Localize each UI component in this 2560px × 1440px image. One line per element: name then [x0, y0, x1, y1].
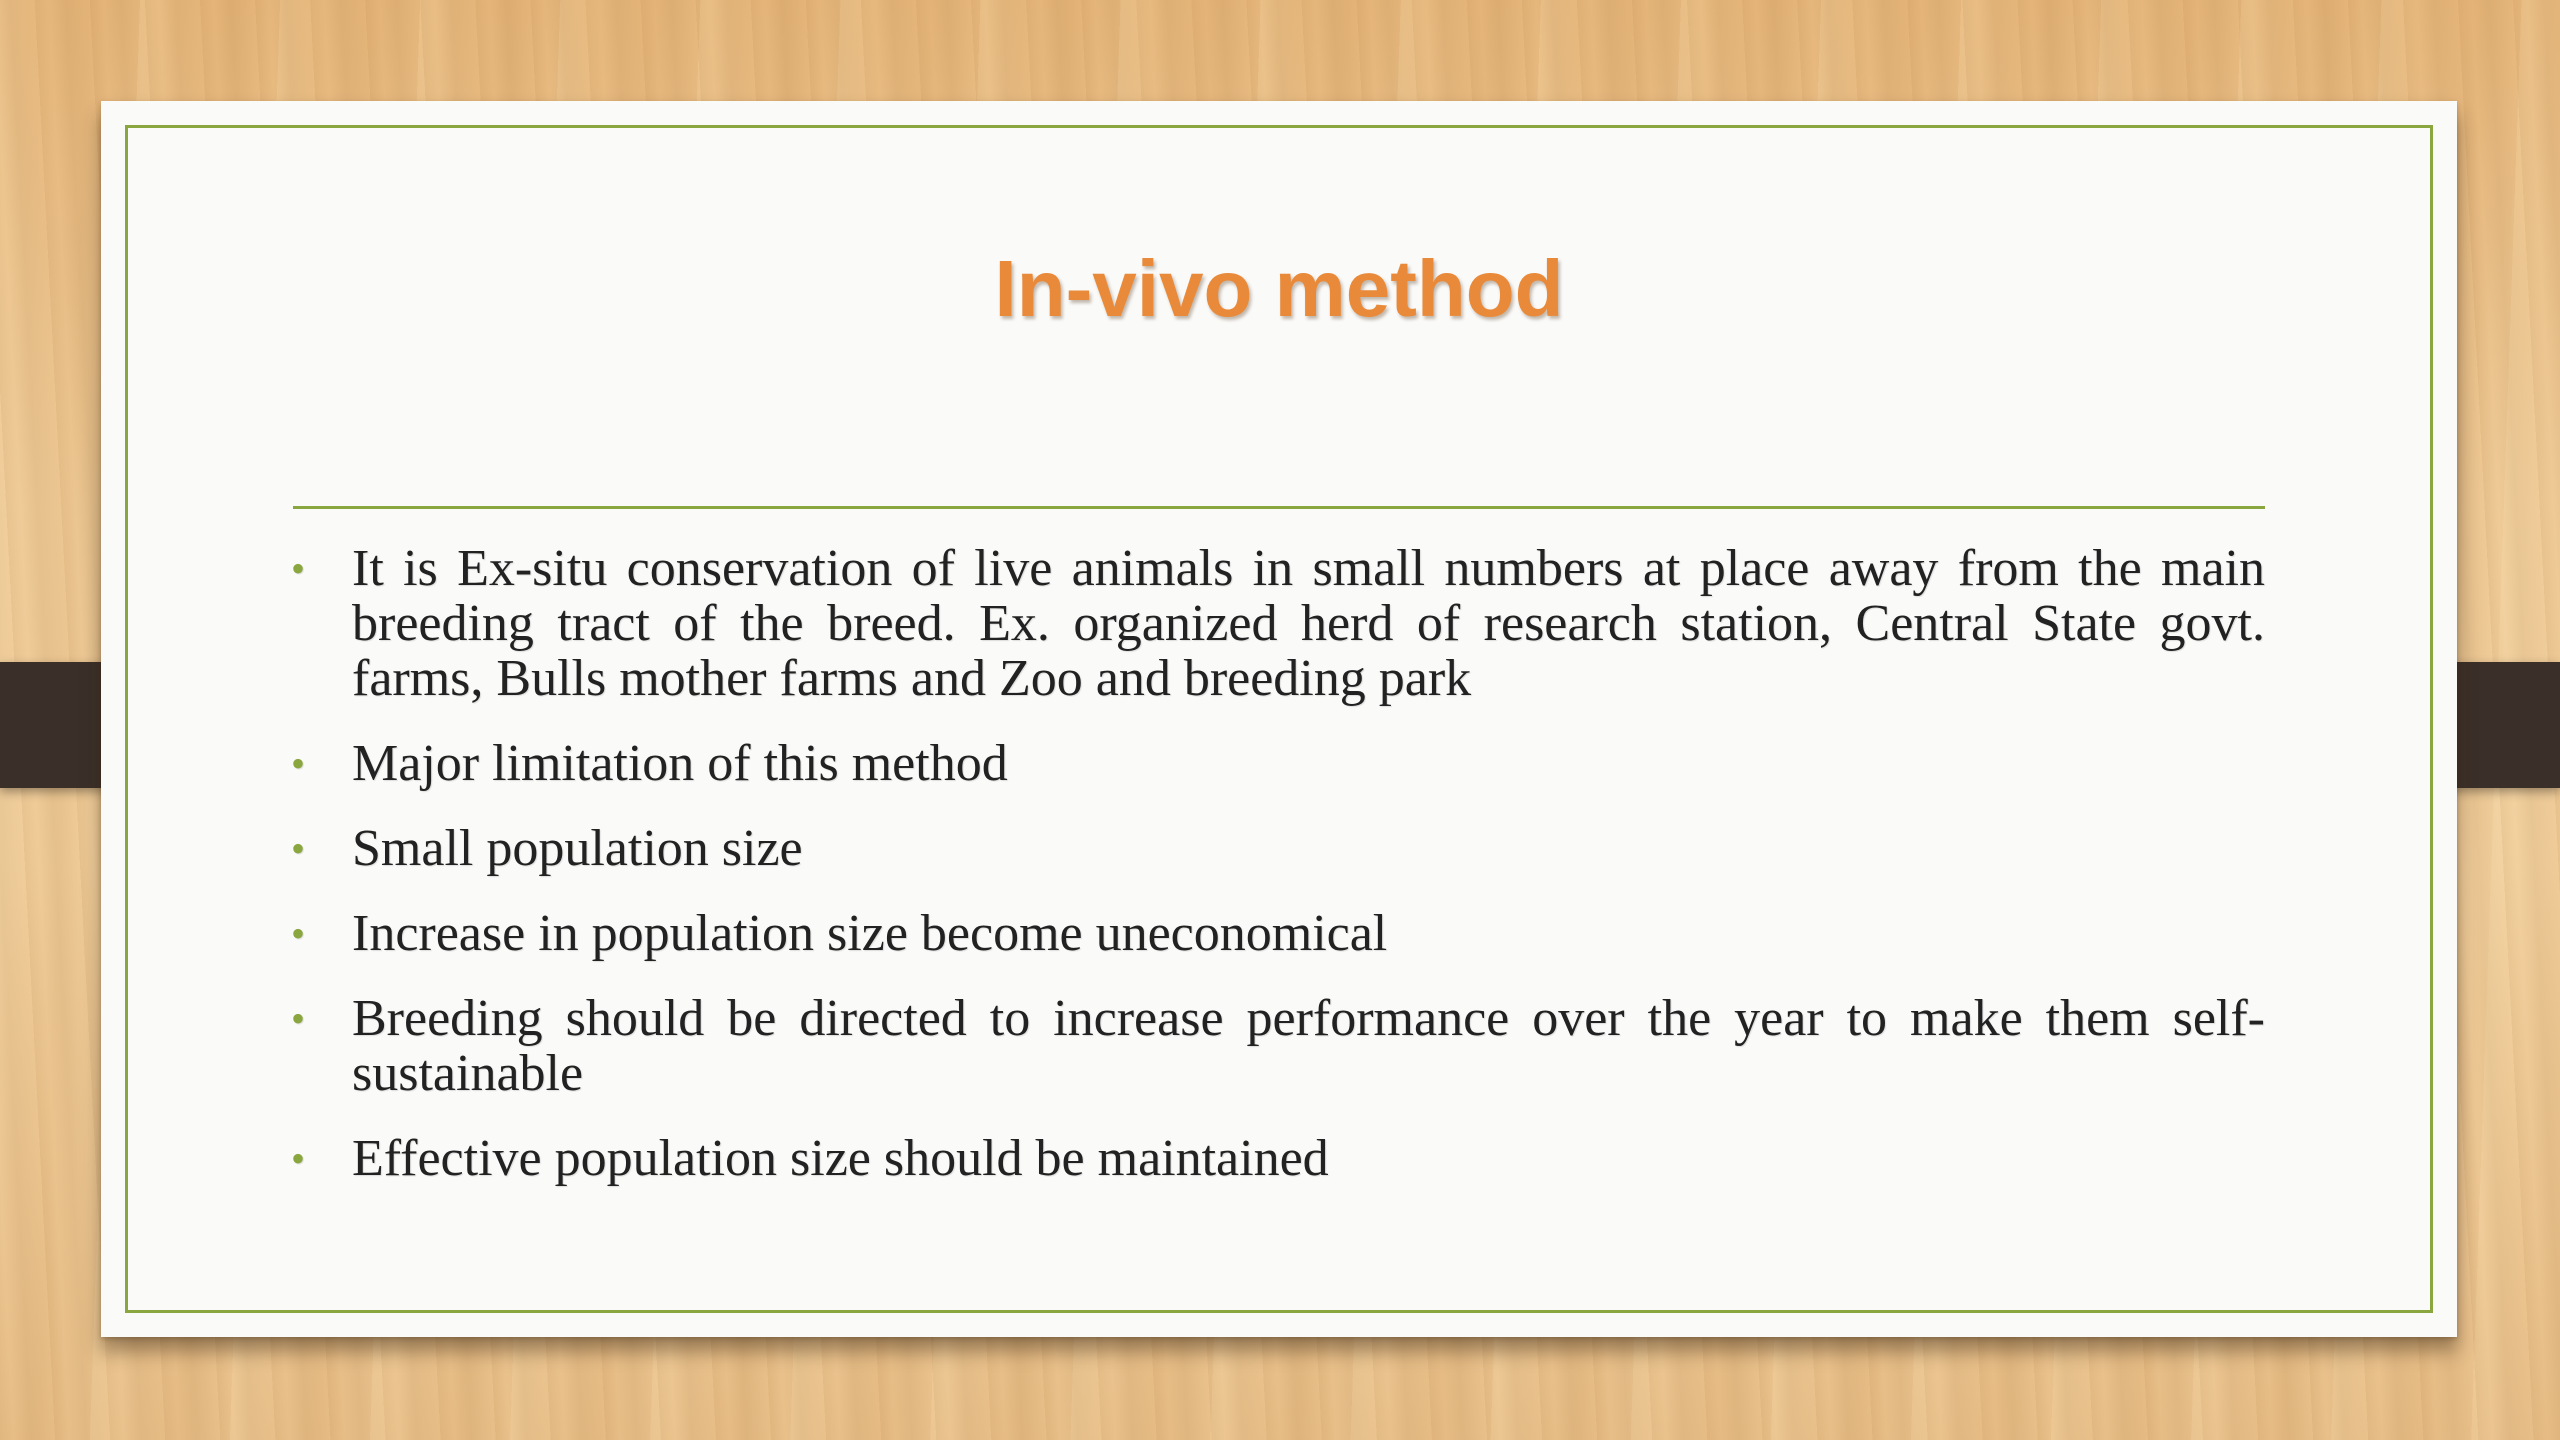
- bullet-text: Small population size: [352, 820, 803, 877]
- bullet-list: [291, 541, 2265, 1216]
- bullet-marker: •: [291, 911, 306, 956]
- slide-card: [101, 101, 2457, 1337]
- bullet-text: Effective population size should be maintained: [352, 1130, 1329, 1187]
- bullet-item-major-limitation: [291, 736, 2265, 791]
- bullet-text: Breeding should be directed to increase performance over the year to make them self-sustainable: [352, 990, 2265, 1102]
- bullet-marker: •: [291, 996, 306, 1041]
- bullet-marker: •: [291, 546, 306, 591]
- bullet-item-effective-population: [291, 1131, 2265, 1186]
- bullet-item-small-population: [291, 821, 2265, 876]
- bullet-marker: •: [291, 1136, 306, 1181]
- bullet-text: It is Ex-situ conservation of live animals in small numbers at place away from the main breeding tract of the breed. Ex. organized herd of research station, Central State govt. farms, Bulls mother farms and Zoo and breeding park: [352, 540, 2265, 707]
- slide-title: In-vivo method: [994, 244, 1564, 333]
- bullet-item-ex-situ: [291, 541, 2265, 706]
- bullet-text: Major limitation of this method: [352, 735, 1008, 792]
- bullet-marker: •: [291, 826, 306, 871]
- bullet-item-breeding-directed: [291, 991, 2265, 1101]
- title-divider: [293, 506, 2265, 509]
- bullet-marker: •: [291, 741, 306, 786]
- bullet-item-uneconomical: [291, 906, 2265, 961]
- bullet-text: Increase in population size become uneconomical: [352, 905, 1388, 962]
